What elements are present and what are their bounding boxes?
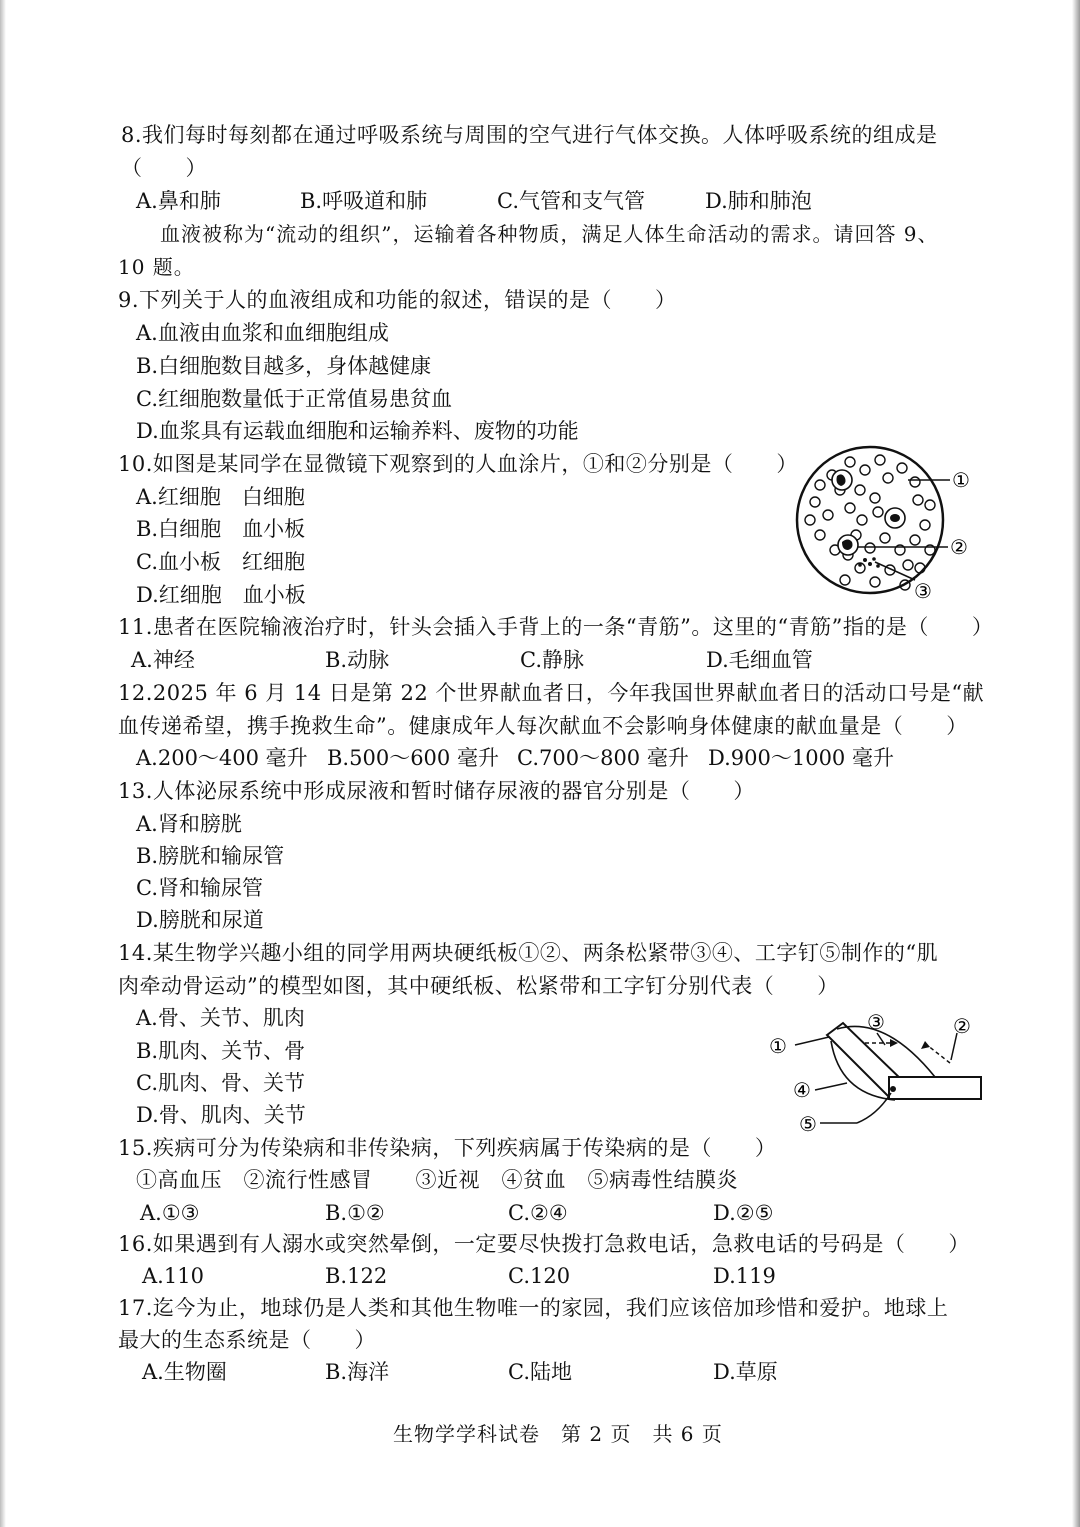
q12-option-b: B.500～600 毫升 (327, 746, 499, 770)
q15-items: ①高血压 ②流行性感冒 ③近视 ④贫血 ⑤病毒性结膜炎 (136, 1168, 738, 1192)
q11-option-a: A.神经 (131, 648, 195, 672)
q11-option-b: B.动脉 (325, 648, 390, 672)
model-label-4: ④ (793, 1078, 811, 1102)
q14-option-b: B.肌肉、关节、骨 (136, 1039, 306, 1063)
q16-option-b: B.122 (325, 1264, 388, 1288)
q9-option-d: D.血浆具有运载血细胞和运输养料、废物的功能 (136, 419, 579, 443)
q10-option-b: B.白细胞 血小板 (136, 517, 306, 541)
q9-option-c: C.红细胞数量低于正常值易患贫血 (136, 387, 452, 411)
q8-option-d: D.肺和肺泡 (705, 189, 812, 213)
smear-label-1: ① (952, 468, 970, 492)
q17-option-d: D.草原 (713, 1360, 778, 1384)
q17-stem-line2: 最大的生态系统是（ ） (118, 1328, 376, 1352)
q12-option-d: D.900～1000 毫升 (708, 746, 894, 770)
q17-option-c: C.陆地 (508, 1360, 572, 1384)
blood-intro-line1: 血液被称为“流动的组织”，运输着各种物质，满足人体生命活动的需求。请回答 9、 (160, 222, 939, 246)
q9-option-b: B.白细胞数目越多，身体越健康 (136, 354, 432, 378)
q12-stem-line2: 血传递希望，携手挽救生命”。健康成年人每次献血不会影响身体健康的献血量是（ ） (118, 714, 968, 738)
model-label-1: ① (769, 1034, 787, 1058)
q14-option-d: D.骨、肌肉、关节 (136, 1103, 306, 1127)
q13-option-d: D.膀胱和尿道 (136, 908, 264, 932)
q10-option-c: C.血小板 红细胞 (136, 550, 305, 574)
q8-bracket: （ ） (121, 156, 207, 180)
smear-label-2: ② (950, 535, 968, 559)
q15-option-b: B.①② (325, 1201, 385, 1225)
q16-option-c: C.120 (508, 1264, 571, 1288)
q14-option-c: C.肌肉、骨、关节 (136, 1071, 305, 1095)
q15-option-a: A.①③ (140, 1201, 200, 1225)
q8-option-c: C.气管和支气管 (497, 189, 645, 213)
q13-option-b: B.膀胱和输尿管 (136, 844, 285, 868)
q15-stem: 15.疾病可分为传染病和非传染病，下列疾病属于传染病的是（ ） (118, 1136, 777, 1160)
q17-stem-line1: 17.迄今为止，地球仍是人类和其他生物唯一的家园，我们应该倍加珍惜和爱护。地球上 (118, 1296, 949, 1320)
q8-option-b: B.呼吸道和肺 (300, 189, 428, 213)
q12-stem-line1: 12.2025 年 6 月 14 日是第 22 个世界献血者日，今年我国世界献血者日的活动口号是“献 (118, 681, 985, 705)
q8-option-a: A.鼻和肺 (136, 189, 221, 213)
q13-stem: 13.人体泌尿系统中形成尿液和暂时储存尿液的器官分别是（ ） (118, 779, 755, 803)
model-label-3: ③ (867, 1010, 885, 1034)
q15-option-c: C.②④ (508, 1201, 568, 1225)
model-label-2: ② (953, 1014, 971, 1038)
model-label-5: ⑤ (799, 1112, 817, 1136)
q17-option-a: A.生物圈 (142, 1360, 227, 1384)
q8-stem: 8.我们每时每刻都在通过呼吸系统与周围的空气进行气体交换。人体呼吸系统的组成是 (121, 123, 938, 147)
scan-edge-left (0, 0, 6, 1527)
q12-option-c: C.700～800 毫升 (517, 746, 689, 770)
q9-option-a: A.血液由血浆和血细胞组成 (136, 321, 389, 345)
q14-stem-line1: 14.某生物学兴趣小组的同学用两块硬纸板①②、两条松紧带③④、工字钉⑤制作的“肌 (118, 941, 939, 965)
q9-stem: 9.下列关于人的血液组成和功能的叙述，错误的是（ ） (118, 288, 677, 312)
q16-option-a: A.110 (142, 1264, 204, 1288)
blood-intro-line2: 10 题。 (118, 255, 195, 279)
muscle-model-figure (765, 1005, 995, 1140)
q13-option-c: C.肾和输尿管 (136, 876, 263, 900)
smear-label-3: ③ (914, 579, 932, 603)
q14-stem-line2: 肉牵动骨运动”的模型如图，其中硬纸板、松紧带和工字钉分别代表（ ） (118, 974, 839, 998)
scan-edge-right (1072, 0, 1080, 1527)
q16-stem: 16.如果遇到有人溺水或突然晕倒，一定要尽快拨打急救电话，急救电话的号码是（ ） (118, 1232, 970, 1256)
q10-option-a: A.红细胞 白细胞 (136, 485, 305, 509)
q12-option-a: A.200～400 毫升 (136, 746, 308, 770)
q17-option-b: B.海洋 (325, 1360, 390, 1384)
q11-stem: 11.患者在医院输液治疗时，针头会插入手背上的一条“青筋”。这里的“青筋”指的是（ ） (118, 615, 994, 639)
q11-option-d: D.毛细血管 (706, 648, 813, 672)
q10-option-d: D.红细胞 血小板 (136, 583, 306, 607)
q11-option-c: C.静脉 (520, 648, 584, 672)
q10-stem: 10.如图是某同学在显微镜下观察到的人血涂片，①和②分别是（ ） (118, 452, 798, 476)
q14-option-a: A.骨、关节、肌肉 (136, 1006, 305, 1030)
q13-option-a: A.肾和膀胱 (136, 812, 242, 836)
q16-option-d: D.119 (713, 1264, 776, 1288)
blood-smear-figure (790, 440, 990, 610)
q15-option-d: D.②⑤ (713, 1201, 774, 1225)
page-footer: 生物学学科试卷 第 2 页 共 6 页 (393, 1422, 723, 1446)
